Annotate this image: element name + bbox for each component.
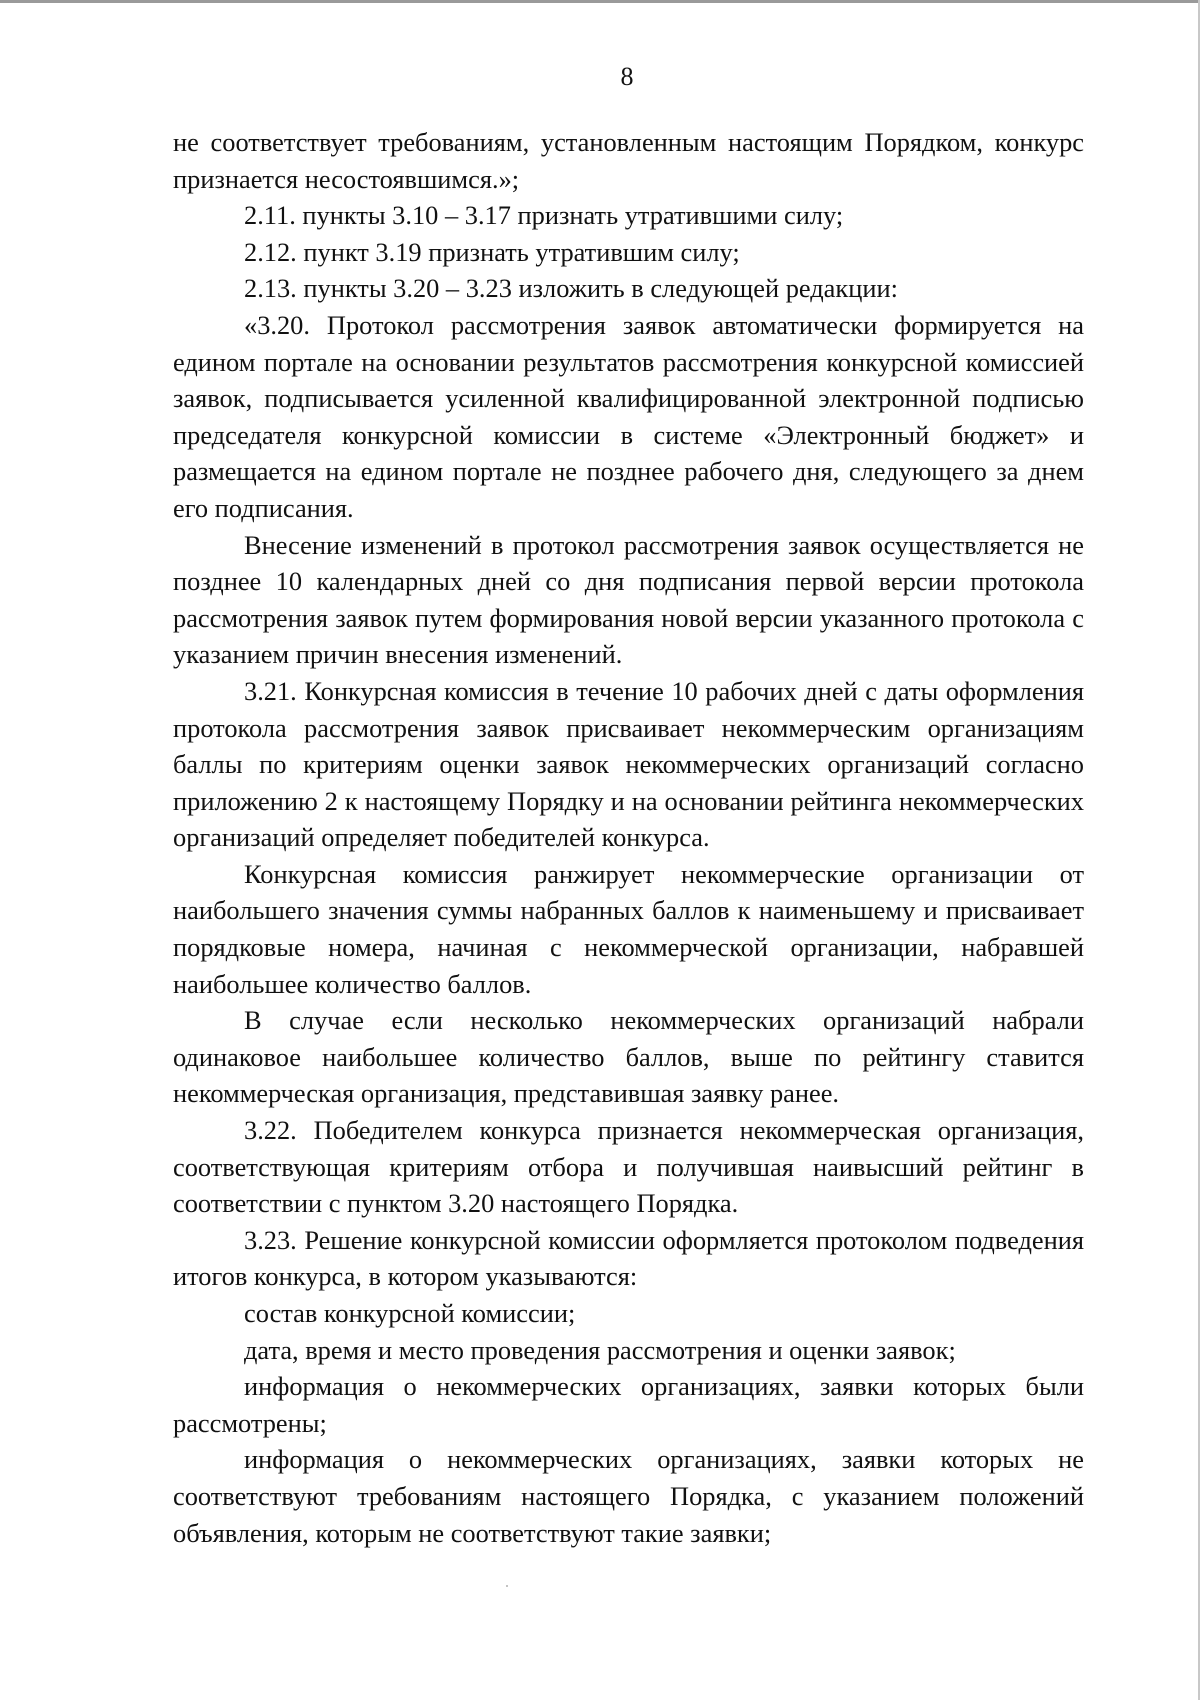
document-body xyxy=(173,124,1084,1551)
paragraph: «3.20. Протокол рассмотрения заявок автоматически формируется на едином портале на основании результатов рассмотрения конкурсной комиссией заявок, подписывается усиленной квалифицированной электронной подписью председателя конкурсной комиссии в системе «Электронный бюджет» и размещается на едином портале не позднее рабочего дня, следующего за днем его подписания. xyxy=(173,309,1084,523)
page-number: 8 xyxy=(620,62,634,91)
scan-top-edge xyxy=(0,0,1200,3)
paragraph: дата, время и место проведения рассмотрения и оценки заявок; xyxy=(244,1334,956,1365)
paragraph: состав конкурсной комиссии; xyxy=(244,1298,576,1328)
paragraph: 3.21. Конкурсная комиссия в течение 10 рабочих дней с даты оформления протокола рассмотрения заявок присваивает некоммерческим организациям баллы по критериям оценки заявок некоммерческих организаций согласно приложению 2 к настоящему Порядку и на основании рейтинга некоммерческих организаций определяет победителей конкурса. xyxy=(173,675,1084,853)
scan-speck xyxy=(506,1585,508,1587)
paragraph: не соответствует требованиям, установленным настоящим Порядком, конкурс признается несостоявшимся.»; xyxy=(173,127,1084,194)
paragraph: Внесение изменений в протокол рассмотрения заявок осуществляется не позднее 10 календарных дней со дня подписания первой версии протокола рассмотрения заявок путем формирования новой версии указанного протокола с указанием причин внесения изменений. xyxy=(173,529,1084,670)
paragraph: 2.13. пункты 3.20 – 3.23 изложить в следующей редакции: xyxy=(244,273,898,304)
paragraph: информация о некоммерческих организациях, заявки которых не соответствуют требованиям настоящего Порядка, с указанием положений объявления, которым не соответствуют такие заявки; xyxy=(173,1444,1084,1548)
paragraph: В случае если несколько некоммерческих организаций набрали одинаковое наибольшее количество баллов, выше по рейтингу ставится некоммерческая организация, представившая заявку ранее. xyxy=(173,1005,1084,1109)
paragraph: информация о некоммерческих организациях, заявки которых были рассмотрены; xyxy=(173,1371,1084,1438)
paragraph: Конкурсная комиссия ранжирует некоммерческие организации от наибольшего значения суммы набранных баллов к наименьшему и присваивает порядковые номера, начиная с некоммерческой организации, набравшей наибольшее количество баллов. xyxy=(173,858,1084,999)
paragraph: 3.23. Решение конкурсной комиссии оформляется протоколом подведения итогов конкурса, в котором указываются: xyxy=(173,1224,1084,1292)
paragraph: 2.12. пункт 3.19 признать утратившим силу; xyxy=(244,236,740,267)
paragraph: 3.22. Победителем конкурса признается некоммерческая организация, соответствующая критериям отбора и получившая наивысший рейтинг в соответствии с пунктом 3.20 настоящего Порядка. xyxy=(173,1115,1084,1219)
paragraph: 2.11. пункты 3.10 – 3.17 признать утратившими силу; xyxy=(244,200,844,231)
